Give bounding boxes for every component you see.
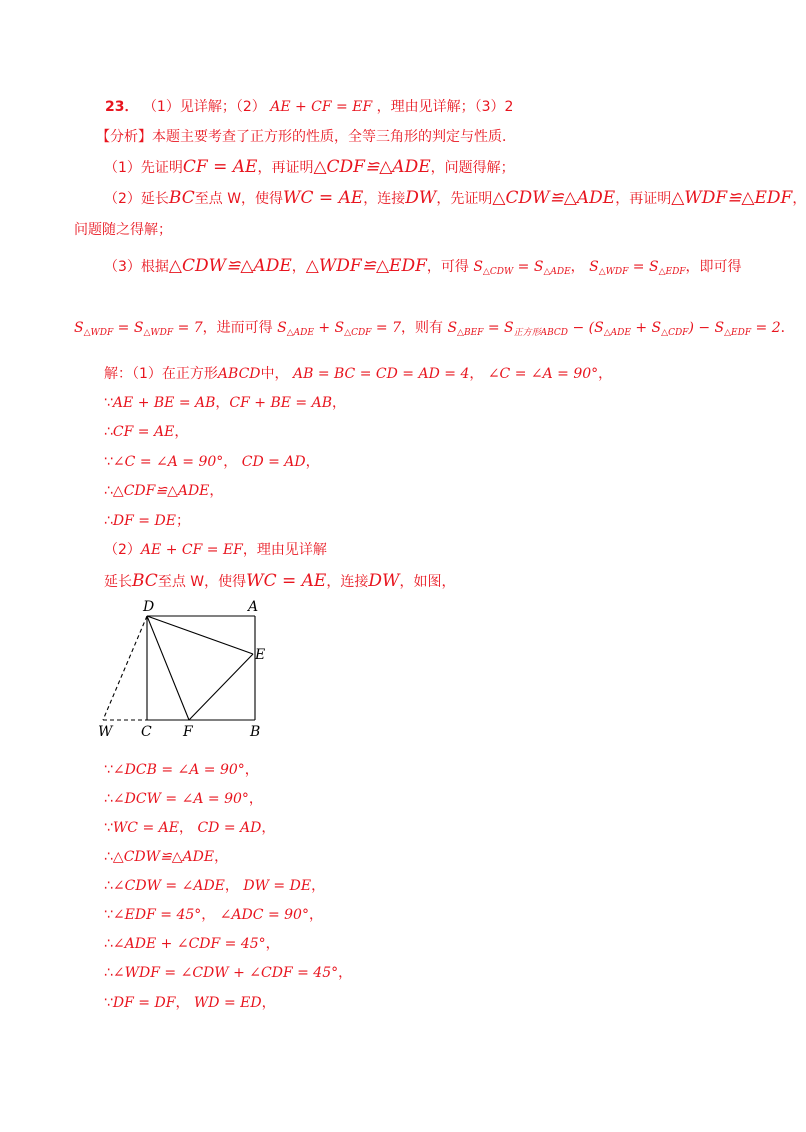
segment-dw (103, 616, 147, 720)
reason-1: ∵∠DCB = ∠A = 90°， (104, 762, 259, 778)
segment-de (147, 616, 253, 654)
solution-line-5: ∴△CDF≌△ADE， (104, 483, 224, 499)
solution-line-1: 解：（1）在正方形ABCD中， AB = BC = CD = AD = 4， ∠C = ∠A = 90°， (104, 366, 613, 382)
solution-part-2: （2）AE + CF = EF，理由见详解 (104, 542, 327, 558)
reason-5: ∴∠CDW = ∠ADE， DW = DE， (104, 878, 326, 894)
solution-line-6: ∴DF = DE； (104, 513, 190, 529)
analysis-step-2: （2）延长BC至点 W，使得WC = AE，连接DW，先证明△CDW≌△ADE，再证明△WDF≌△EDF， (104, 188, 806, 208)
label-w: W (98, 724, 113, 740)
reason-6: ∵∠EDF = 45°， ∠ADC = 90°， (104, 907, 323, 923)
analysis-step-3-cont: $S_{\triangle WDF} = S_{\triangle WDF} = 7$，进而可得 $S_{\triangle ADE} + S_{\triangle CDF} = 7$，则有 $S_{\triangle BEF} = S_{正方形ABCD} - (S_{\triangle ADE} + S_{\triangle CDF}) - S_{\triangle EDF} = 2$． (74, 320, 795, 338)
label-f: F (183, 724, 193, 740)
label-c: C (141, 724, 152, 740)
reason-7: ∴∠ADE + ∠CDF = 45°， (104, 936, 280, 952)
analysis-intro: 【分析】本题主要考查了正方形的性质，全等三角形的判定与性质． (96, 129, 516, 145)
solution-line-2: ∵AE + BE = AB，CF + BE = AB， (104, 395, 347, 411)
reason-2: ∴∠DCW = ∠A = 90°， (104, 791, 263, 807)
solution-line-4: ∵∠C = ∠A = 90°， CD = AD， (104, 454, 320, 470)
solution-part-2-construction: 延长BC至点 W，使得WC = AE，连接DW，如图， (104, 571, 456, 591)
analysis-step-3: （3）根据△CDW≌△ADE，△WDF≌△EDF，可得 $S_{\triangle CDW} = S_{\triangle ADE}$， $S_{\triangle WDF} = S_{\triangle EDF}$，即可得 (104, 256, 742, 277)
reason-9: ∵DF = DF， WD = ED， (104, 995, 276, 1011)
label-b: B (250, 724, 261, 740)
analysis-step-1: （1）先证明CF = AE，再证明△CDF≌△ADE，问题得解； (104, 157, 515, 177)
reason-3: ∵WC = AE， CD = AD， (104, 820, 276, 836)
analysis-tag: 【分析】 (96, 129, 152, 145)
answer-line: 23． （1）见详解；（2） AE + CF = EF ，理由见详解；（3）2 (105, 99, 514, 115)
label-e: E (255, 647, 266, 663)
reason-8: ∴∠WDF = ∠CDW + ∠CDF = 45°， (104, 965, 353, 981)
geometry-figure (95, 598, 285, 744)
segment-df (147, 616, 189, 720)
segment-ef (189, 654, 253, 720)
label-d: D (143, 599, 155, 615)
analysis-step-2-cont: 问题随之得解； (74, 222, 172, 238)
question-number: 23． (105, 99, 139, 115)
solution-line-3: ∴CF = AE， (104, 424, 189, 440)
label-a: A (248, 599, 259, 615)
reason-4: ∴△CDW≌△ADE， (104, 849, 229, 865)
